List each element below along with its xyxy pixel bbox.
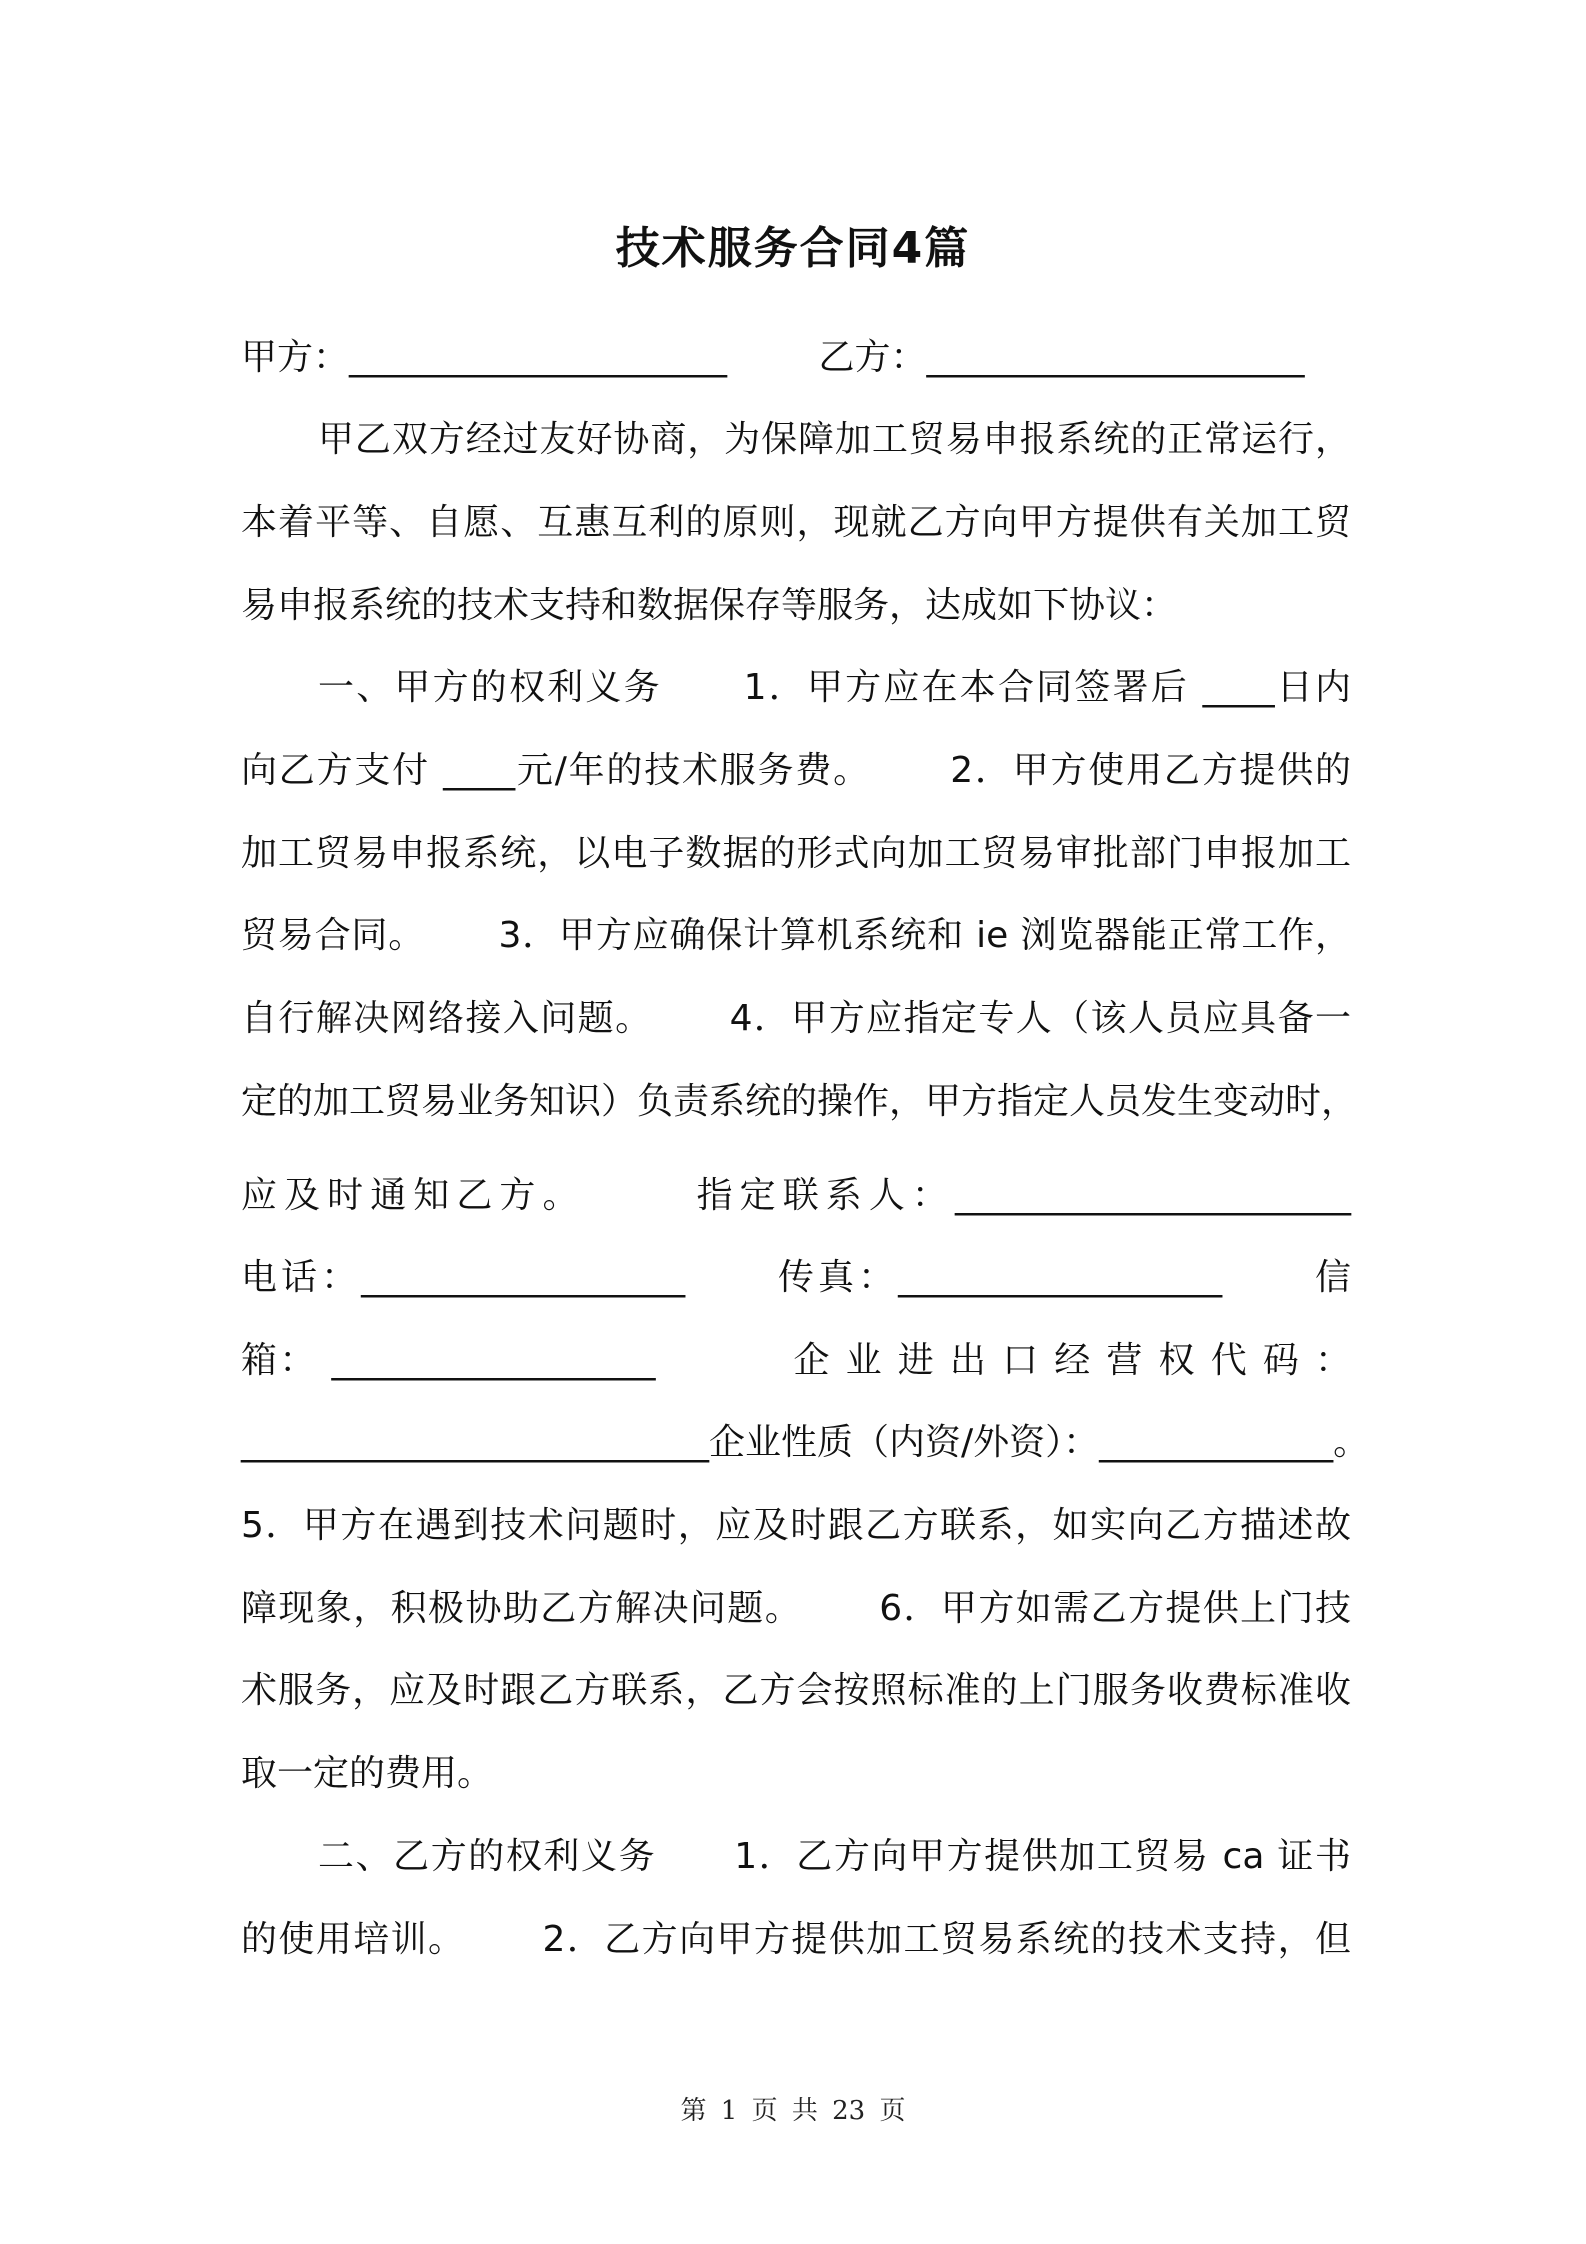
party-line: 甲方：_____________________ 乙方：_____________________ xyxy=(241,337,1305,378)
section-heading-line: 二、乙方的权利义务 1．乙方向甲方提供加工贸易 ca 证书 xyxy=(318,1836,1351,1877)
body-line: 术服务，应及时跟乙方联系，乙方会按照标准的上门服务收费标准收 xyxy=(241,1670,1351,1711)
body-line: 自行解决网络接入问题。 4．甲方应指定专人（该人员应具备一 xyxy=(241,998,1351,1039)
body-line: 定的加工贸易业务知识）负责系统的操作，甲方指定人员发生变动时， xyxy=(241,1081,1358,1122)
page-number-footer: 第 1 页 共 23 页 xyxy=(680,2096,906,2126)
body-line: 加工贸易申报系统，以电子数据的形式向加工贸易审批部门申报加工 xyxy=(241,833,1351,874)
body-line: 本着平等、自愿、互惠互利的原则，现就乙方向甲方提供有关加工贸 xyxy=(241,502,1351,543)
body-line: 的使用培训。 2．乙方向甲方提供加工贸易系统的技术支持，但 xyxy=(241,1919,1351,1960)
body-line: 甲乙双方经过友好协商，为保障加工贸易申报系统的正常运行， xyxy=(318,419,1351,460)
body-line: 向乙方支付 ____元/年的技术服务费。 2．甲方使用乙方提供的 xyxy=(241,750,1351,791)
body-line: 5．甲方在遇到技术问题时，应及时跟乙方联系，如实向乙方描述故 xyxy=(241,1505,1351,1546)
body-line: 易申报系统的技术支持和数据保存等服务，达成如下协议： xyxy=(241,585,1178,626)
contact-line: __________________________企业性质（内资/外资）：_____________。 xyxy=(241,1422,1370,1463)
document-title: 技术服务合同4篇 xyxy=(615,223,971,274)
section-heading-line: 一、甲方的权利义务 1．甲方应在本合同签署后 ____日内 xyxy=(318,667,1351,708)
body-line: 取一定的费用。 xyxy=(241,1753,494,1794)
contact-line: 应及时通知乙方。 指定联系人：______________________ xyxy=(241,1175,1351,1216)
body-line: 贸易合同。 3．甲方应确保计算机系统和 ie 浏览器能正常工作， xyxy=(241,915,1351,956)
contact-line: 箱： __________________ 企 业 进 出 口 经 营 权 代 码 ： xyxy=(241,1340,1351,1381)
contact-line: 电话：__________________ 传真：__________________ 信 xyxy=(241,1257,1351,1298)
body-line: 障现象，积极协助乙方解决问题。 6．甲方如需乙方提供上门技 xyxy=(241,1588,1351,1629)
